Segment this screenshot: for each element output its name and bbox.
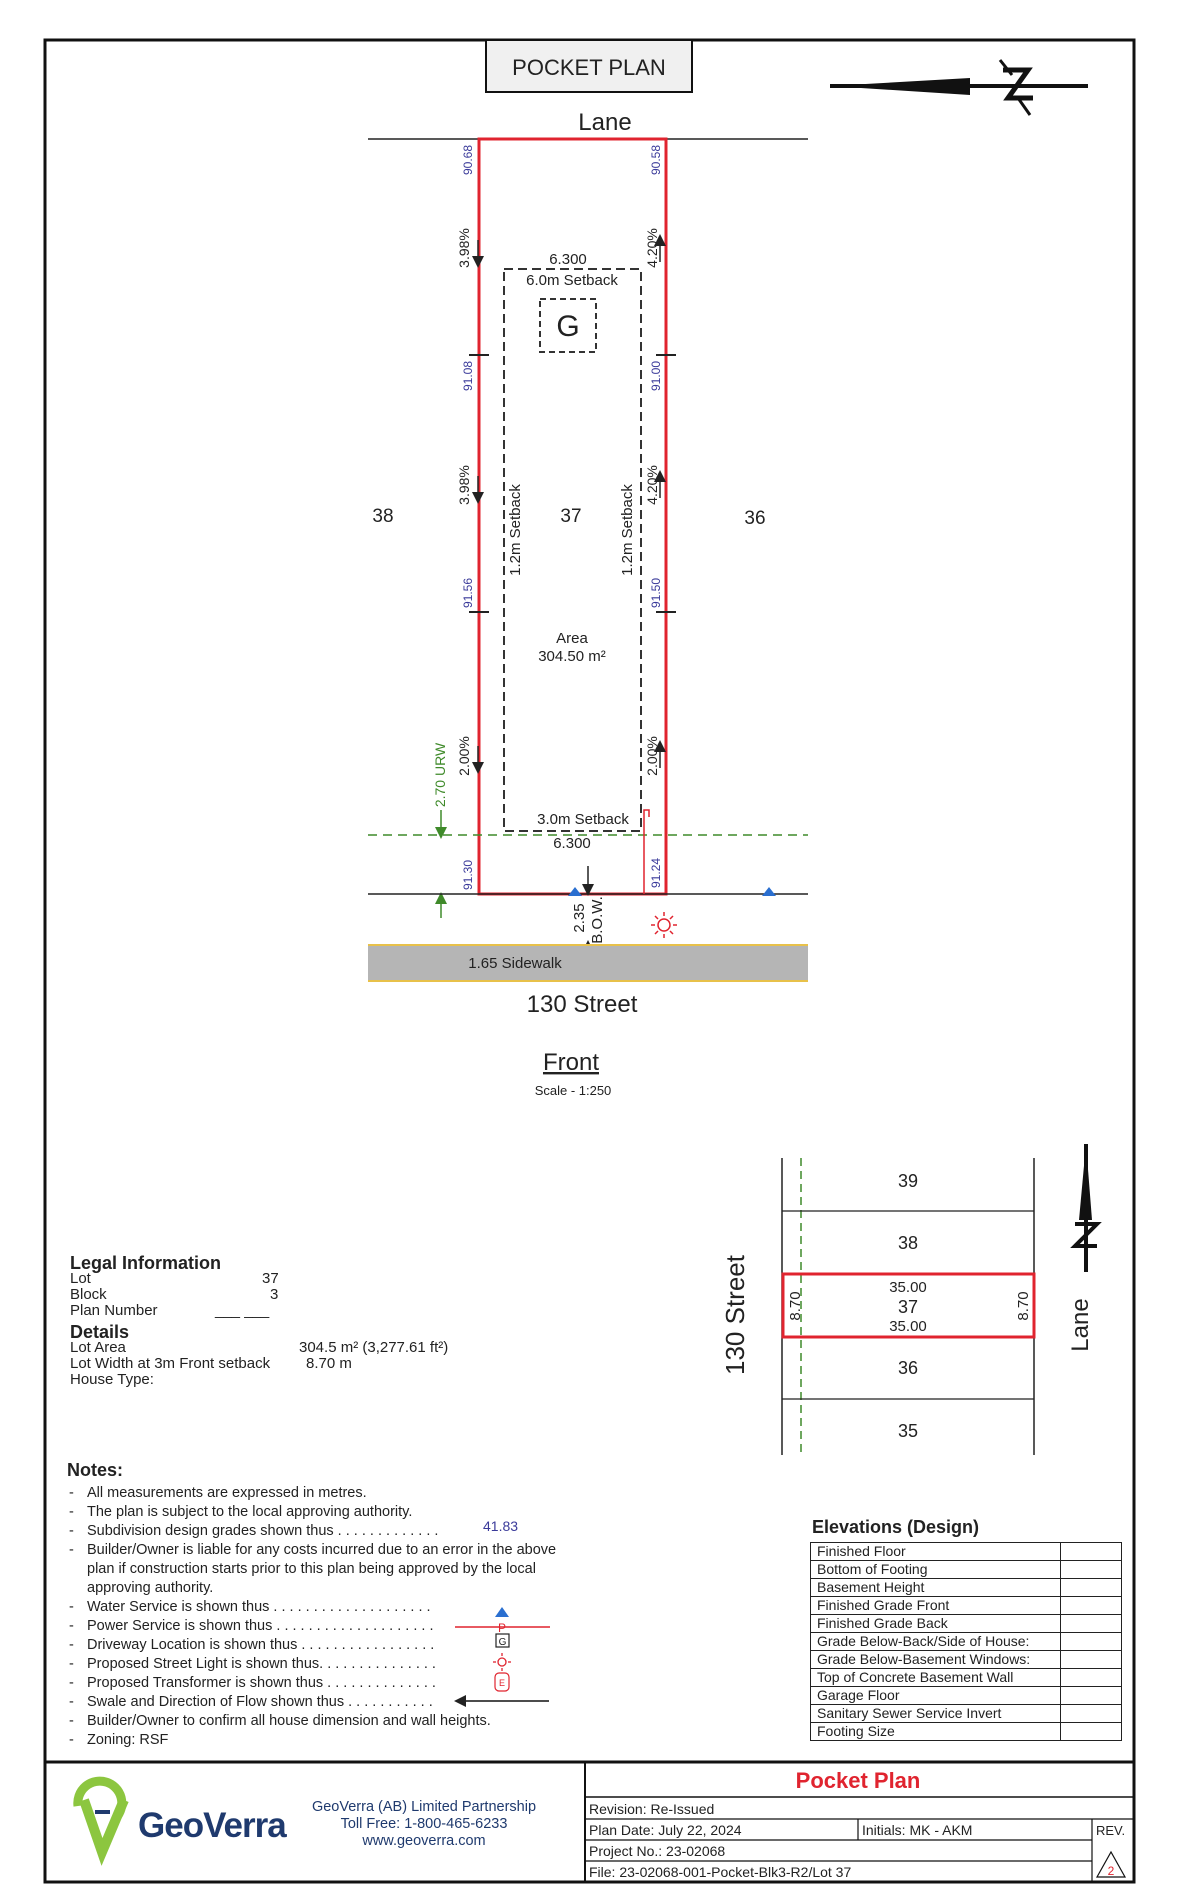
- keymap-dim-bottom: 35.00: [889, 1318, 927, 1335]
- titleblock-title: Pocket Plan: [795, 1768, 921, 1793]
- street-light-icon: [651, 912, 677, 938]
- elevation-value[interactable]: [1061, 1633, 1122, 1651]
- elevation-label: Grade Below-Basement Windows:: [811, 1651, 1061, 1669]
- grade-left-3: 91.56: [461, 577, 475, 609]
- slope-left-1: 3.98%: [456, 228, 472, 268]
- note-item: - Water Service is shown thus . . . . . . . . . . . . . . . . . . . .: [67, 1598, 587, 1617]
- keymap-lot: 35: [897, 1421, 919, 1441]
- lot-37-label: 37: [560, 506, 582, 527]
- elevation-label: Finished Grade Front: [811, 1597, 1061, 1615]
- legal-heading: Legal Information: [70, 1253, 222, 1273]
- details-area-value: 304.5 m² (3,277.61 ft²): [299, 1339, 449, 1356]
- note-item: - The plan is subject to the local approving authority.: [67, 1503, 587, 1522]
- elevation-value[interactable]: [1061, 1597, 1122, 1615]
- titleblock-project: Project No.: 23-02068: [589, 1843, 726, 1859]
- elevations-design: [810, 1517, 1122, 1741]
- sidewalk: [368, 945, 808, 981]
- elevation-value[interactable]: [1061, 1669, 1122, 1687]
- details: [70, 1324, 490, 1388]
- grade-left-4: 91.30: [461, 859, 475, 891]
- titleblock-rev-number: 2: [1107, 1864, 1115, 1878]
- note-item: - All measurements are expressed in metres.: [67, 1484, 587, 1503]
- bow-label: B.O.W.: [589, 896, 606, 944]
- note-item: - Builder/Owner to confirm all house dimension and wall heights.: [67, 1712, 587, 1731]
- elevation-value[interactable]: [1061, 1651, 1122, 1669]
- legal-block-value: 3: [270, 1286, 279, 1303]
- urw-label: 2.70 URW: [432, 742, 448, 808]
- power-service-letter: P: [497, 1621, 507, 1635]
- legal-plan-value: ___ ___: [215, 1302, 270, 1319]
- note-item: - Swale and Direction of Flow shown thus . . . . . . . . . . .: [67, 1693, 587, 1712]
- elevation-value[interactable]: [1061, 1543, 1122, 1561]
- notes-list: [67, 1484, 587, 1750]
- company-logo-text: GeoVerra: [138, 1806, 286, 1845]
- notes: [67, 1460, 587, 1750]
- slope-left-2: 3.98%: [456, 465, 472, 505]
- keymap-dim-top: 35.00: [889, 1279, 927, 1296]
- legal-lot-label: Lot: [70, 1270, 91, 1287]
- bow-value: 2.35: [571, 903, 588, 933]
- company-name: GeoVerra (AB) Limited Partnership: [311, 1799, 537, 1815]
- slope-left-3: 2.00%: [456, 736, 472, 776]
- street-label: 130 Street: [526, 991, 638, 1018]
- elevation-value[interactable]: [1061, 1615, 1122, 1633]
- sidewalk-label: 1.65 Sidewalk: [468, 955, 562, 972]
- note-item: - Proposed Transformer is shown thus . . . . . . . . . . . . . .: [67, 1674, 587, 1693]
- legal-block-label: Block: [70, 1286, 107, 1303]
- note-item: - Driveway Location is shown thus . . . . . . . . . . . . . . . . .: [67, 1636, 587, 1655]
- grade-example: 41.83: [483, 1518, 519, 1534]
- elevation-label: Finished Floor: [811, 1543, 1061, 1561]
- table-row: [811, 1705, 1122, 1723]
- titleblock-rev-label: REV.: [1096, 1823, 1126, 1838]
- legal-information: [70, 1255, 290, 1319]
- side-setback-right: 1.2m Setback: [619, 484, 636, 576]
- grade-left-1: 90.68: [461, 144, 475, 176]
- company-website: www.geoverra.com: [362, 1833, 486, 1849]
- rear-width: 6.300: [549, 251, 587, 268]
- water-service-icon: [568, 887, 582, 896]
- north-arrow-icon: [830, 60, 1088, 115]
- table-row: [811, 1651, 1122, 1669]
- elevation-label: Footing Size: [811, 1723, 1061, 1741]
- table-row: [811, 1633, 1122, 1651]
- scale-label: Scale - 1:250: [534, 1083, 612, 1098]
- grade-right-3: 91.50: [649, 577, 663, 609]
- elevation-value[interactable]: [1061, 1723, 1122, 1741]
- front-label: Front: [542, 1049, 600, 1076]
- note-item: - Power Service is shown thus . . . . . . . . . . . . . . . . . . . .: [67, 1617, 587, 1636]
- elevation-label: Finished Grade Back: [811, 1615, 1061, 1633]
- elevation-value[interactable]: [1061, 1705, 1122, 1723]
- elevation-label: Garage Floor: [811, 1687, 1061, 1705]
- elevation-value[interactable]: [1061, 1579, 1122, 1597]
- keymap-dim-left: 8.70: [787, 1291, 804, 1321]
- elevation-label: Grade Below-Back/Side of House:: [811, 1633, 1061, 1651]
- table-row: [811, 1669, 1122, 1687]
- details-heading: Details: [70, 1322, 130, 1342]
- table-row: [811, 1687, 1122, 1705]
- area-label: Area: [556, 630, 588, 647]
- geoverra-logo-icon: [78, 1781, 124, 1852]
- lot-36-label: 36: [744, 508, 766, 529]
- elevation-label: Sanitary Sewer Service Invert: [811, 1705, 1061, 1723]
- table-row: [811, 1723, 1122, 1741]
- plan-title: POCKET PLAN: [512, 55, 666, 80]
- keymap-lot: 39: [897, 1171, 919, 1191]
- details-width-value: 8.70 m: [306, 1355, 352, 1372]
- rear-setback: 6.0m Setback: [526, 272, 618, 289]
- elevation-label: Top of Concrete Basement Wall: [811, 1669, 1061, 1687]
- keymap-lot: 38: [897, 1233, 919, 1253]
- slope-right-1: 4.20%: [644, 228, 660, 268]
- titleblock-file: File: 23-02068-001-Pocket-Blk3-R2/Lot 37: [589, 1864, 852, 1880]
- note-item: - Zoning: RSF: [67, 1731, 587, 1750]
- lane-label: Lane: [578, 109, 632, 136]
- keymap-lot-selected: 37: [897, 1297, 919, 1317]
- grade-right-2: 91.00: [649, 360, 663, 392]
- lot-38-label: 38: [372, 506, 394, 527]
- keymap-street-label: 130 Street: [720, 1255, 750, 1375]
- titleblock-revision: Revision: Re-Issued: [589, 1801, 715, 1817]
- keymap-dim-right: 8.70: [1015, 1291, 1032, 1321]
- driveway-legend-letter: G: [498, 1637, 507, 1648]
- table-row: [811, 1543, 1122, 1561]
- elevations-table: [810, 1542, 1122, 1741]
- company-tollfree: Toll Free: 1-800-465-6233: [340, 1816, 508, 1832]
- elevation-label: Basement Height: [811, 1579, 1061, 1597]
- elevations-heading: Elevations (Design): [812, 1517, 980, 1537]
- titleblock-plan-date: Plan Date: July 22, 2024: [589, 1822, 742, 1838]
- legal-plan-label: Plan Number: [70, 1302, 158, 1319]
- note-item: - Subdivision design grades shown thus . . . . . . . . . . . . .: [67, 1522, 587, 1541]
- elevation-value[interactable]: [1061, 1561, 1122, 1579]
- north-arrow-keymap-icon: [1075, 1144, 1097, 1272]
- grade-right-1: 90.58: [649, 144, 663, 176]
- details-width-label: Lot Width at 3m Front setback: [70, 1355, 271, 1372]
- details-area-label: Lot Area: [70, 1339, 126, 1356]
- table-row: [811, 1561, 1122, 1579]
- grade-left-2: 91.08: [461, 360, 475, 392]
- water-service-icon: [762, 887, 776, 896]
- elevation-label: Bottom of Footing: [811, 1561, 1061, 1579]
- legal-lot-value: 37: [262, 1270, 279, 1287]
- titleblock-initials: Initials: MK - AKM: [862, 1822, 973, 1838]
- note-item: - Builder/Owner is liable for any costs incurred due to an error in the above plan if construction starts prior to this plan being approved by the local approving authority.: [67, 1541, 577, 1598]
- garage-letter: G: [556, 310, 580, 343]
- grade-right-4: 91.24: [649, 857, 663, 889]
- details-house-label: House Type:: [70, 1371, 154, 1388]
- table-row: [811, 1597, 1122, 1615]
- note-item: - Proposed Street Light is shown thus. . . . . . . . . . . . . . .: [67, 1655, 587, 1674]
- table-row: [811, 1615, 1122, 1633]
- keymap-lot: 36: [897, 1358, 919, 1378]
- elevation-value[interactable]: [1061, 1687, 1122, 1705]
- front-width: 6.300: [553, 835, 591, 852]
- front-setback: 3.0m Setback: [537, 811, 629, 828]
- slope-right-3: 2.00%: [644, 736, 660, 776]
- notes-heading: Notes:: [67, 1460, 124, 1480]
- slope-right-2: 4.20%: [644, 465, 660, 505]
- keymap-lane-label: Lane: [1067, 1298, 1094, 1352]
- transformer-legend-letter: E: [498, 1678, 506, 1688]
- side-setback-left: 1.2m Setback: [507, 484, 524, 576]
- area-value: 304.50 m²: [538, 648, 606, 665]
- table-row: [811, 1579, 1122, 1597]
